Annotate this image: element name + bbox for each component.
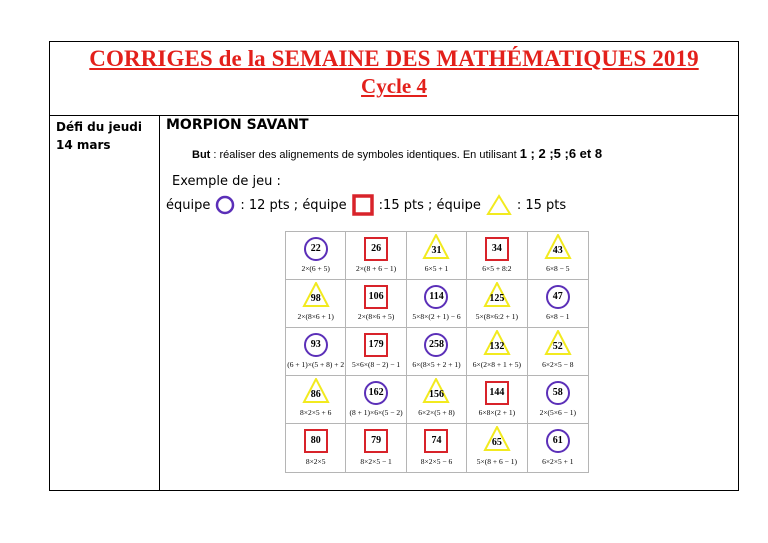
cell-number: 22 — [310, 243, 321, 254]
cell-number: 162 — [368, 387, 384, 398]
cell-expression: 8×2×5 — [305, 457, 326, 466]
day-date: 14 mars — [56, 138, 111, 152]
cell-number: 156 — [428, 389, 444, 400]
grid-cell — [528, 424, 588, 472]
challenge-column — [160, 115, 738, 490]
cell-number: 93 — [310, 339, 321, 350]
cell-expression: 2×(8 + 6 − 1) — [356, 264, 397, 273]
cell-expression: 8×2×5 − 1 — [360, 457, 392, 466]
cell-number: 79 — [371, 435, 382, 446]
cell-number: 26 — [371, 243, 382, 254]
cell-number: 34 — [491, 243, 502, 254]
cell-expression: 5×8×(2 + 1) − 6 — [412, 312, 461, 321]
cell-number: 58 — [552, 387, 563, 398]
cell-expression: 6×(2×8 + 1 + 5) — [472, 360, 521, 369]
cell-expression: 5×(8×6:2 + 1) — [475, 312, 519, 321]
cell-number: 47 — [552, 291, 563, 302]
cell-number: 125 — [489, 293, 505, 304]
cell-number: 31 — [431, 245, 442, 256]
grid-cell — [467, 232, 527, 280]
cell-number: 114 — [429, 291, 444, 302]
cell-expression: 6×8×(2 + 1) — [478, 408, 516, 417]
grid-cell — [528, 280, 588, 328]
grid-cell — [346, 280, 406, 328]
cell-expression: 2×(5×6 − 1) — [539, 408, 577, 417]
grid-cell — [286, 232, 346, 280]
grid-cell — [286, 376, 346, 424]
legend-triangle-points: : 15 pts — [516, 197, 567, 213]
day-column — [50, 115, 160, 490]
cell-number: 74 — [431, 435, 442, 446]
grid-cell — [286, 424, 346, 472]
grid-cell — [467, 328, 527, 376]
triangle-icon — [486, 194, 512, 216]
page-title: CORRIGES de la SEMAINE DES MATHÉMATIQUES 2019 — [89, 46, 699, 71]
cell-expression: 6×2×(5 + 8) — [418, 408, 455, 417]
cell-expression: 8×2×5 − 6 — [420, 457, 453, 466]
cell-expression: 6×8 − 1 — [546, 312, 570, 321]
goal-numbers: 1 ; 2 ;5 ;6 et 8 — [519, 146, 603, 161]
legend-team-label: équipe — [166, 197, 211, 213]
grid-cell — [407, 376, 467, 424]
cell-number: 106 — [368, 291, 384, 302]
cell-expression: 5×(8 + 6 − 1) — [476, 457, 517, 466]
cell-expression: 6×5 + 1 — [424, 264, 449, 273]
cell-number: 86 — [310, 389, 321, 400]
cell-expression: 6×8 − 5 — [546, 264, 570, 273]
cell-expression: (6 + 1)×(5 + 8) + 2 — [287, 360, 345, 369]
cell-number: 52 — [552, 341, 563, 352]
cell-expression: 5×6×(8 − 2) − 1 — [352, 360, 401, 369]
cell-expression: (8 + 1)×6×(5 − 2) — [349, 408, 403, 417]
day-label: Défi du jeudi — [56, 120, 142, 134]
grid-cell — [467, 280, 527, 328]
title-row — [50, 42, 738, 116]
example-label: Exemple de jeu : — [172, 174, 281, 189]
cell-number: 132 — [489, 341, 505, 352]
legend — [166, 194, 566, 216]
goal-text — [192, 146, 602, 161]
grid-cell — [467, 424, 527, 472]
cell-number: 98 — [310, 293, 321, 304]
morpion-grid — [285, 231, 589, 473]
cell-expression: 6×5 + 8:2 — [482, 264, 512, 273]
cell-number: 61 — [552, 435, 563, 446]
cell-expression: 6×(8×5 + 2 + 1) — [412, 360, 461, 369]
game-title: MORPION SAVANT — [166, 117, 309, 133]
grid-cell — [286, 328, 346, 376]
grid-cell — [407, 424, 467, 472]
goal-description: : réaliser des alignements de symboles identiques. En utilisant — [210, 149, 520, 161]
page-subtitle: Cycle 4 — [361, 74, 427, 98]
legend-square-points: :15 pts ; équipe — [378, 197, 481, 213]
cell-expression: 6×2×5 − 8 — [542, 360, 574, 369]
grid-cell — [528, 328, 588, 376]
cell-number: 80 — [310, 435, 321, 446]
cell-expression: 6×2×5 + 1 — [542, 457, 574, 466]
legend-circle-points: : 12 pts ; équipe — [240, 197, 347, 213]
grid-cell — [346, 232, 406, 280]
grid-cell — [528, 376, 588, 424]
grid-cell — [286, 280, 346, 328]
cell-expression: 2×(6 + 5) — [301, 264, 330, 273]
square-icon — [352, 194, 374, 216]
goal-label: But — [192, 149, 211, 161]
grid-cell — [467, 376, 527, 424]
grid-cell — [346, 424, 406, 472]
cell-number: 258 — [428, 339, 444, 350]
grid-cell — [528, 232, 588, 280]
grid-cell — [407, 232, 467, 280]
cell-expression: 2×(8×6 + 5) — [357, 312, 395, 321]
cell-number: 179 — [368, 339, 384, 350]
document-frame — [49, 41, 739, 491]
cell-number: 65 — [491, 437, 502, 448]
cell-expression: 2×(8×6 + 1) — [297, 312, 334, 321]
cell-number: 144 — [489, 387, 505, 398]
grid-cell — [346, 328, 406, 376]
cell-expression: 8×2×5 + 6 — [299, 408, 332, 417]
cell-number: 43 — [552, 245, 563, 256]
circle-icon — [215, 195, 235, 215]
grid-cell — [346, 376, 406, 424]
grid-cell — [407, 328, 467, 376]
grid-cell — [407, 280, 467, 328]
